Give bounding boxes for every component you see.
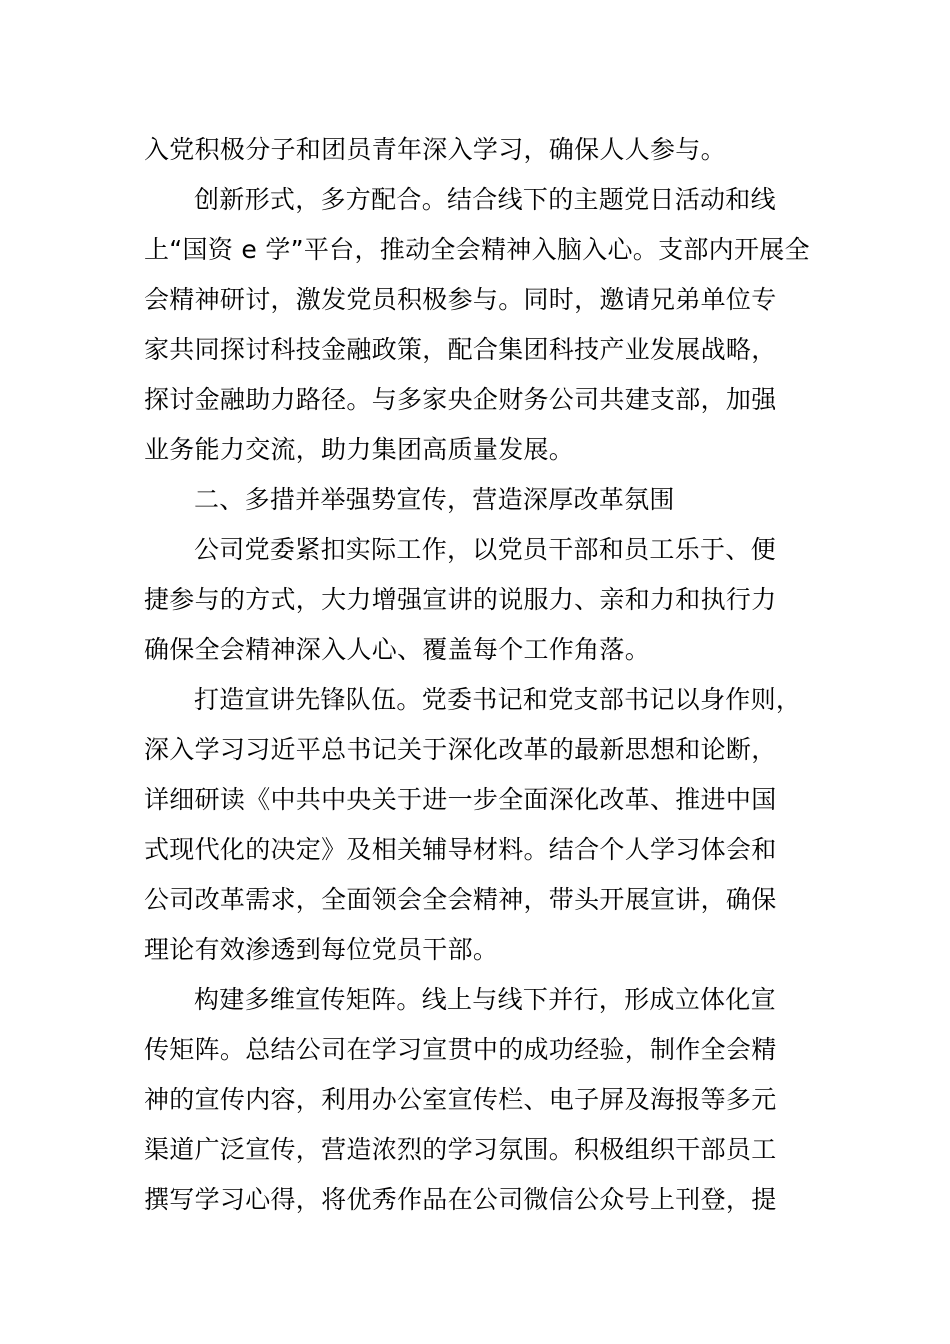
section-heading: 二、多措并举强势宣传，营造深厚改革氛围: [194, 485, 675, 514]
text-line: 会精神研讨，激发党员积极参与。同时，邀请兄弟单位专: [144, 285, 777, 314]
text-line: 渠道广泛宣传，营造浓烈的学习氛围。积极组织干部员工: [144, 1135, 777, 1164]
text-line: 入党积极分子和团员青年深入学习，确保人人参与。: [144, 135, 726, 164]
text-line: 深入学习习近平总书记关于深化改革的最新思想和论断，: [144, 735, 777, 764]
text-line: 家共同探讨科技金融政策，配合集团科技产业发展战略，: [144, 335, 777, 364]
text-line: 式现代化的决定》及相关辅导材料。结合个人学习体会和: [144, 835, 777, 864]
paragraph-start-line: 创新形式，多方配合。结合线下的主题党日活动和线: [194, 185, 776, 214]
text-line: 传矩阵。总结公司在学习宣贯中的成功经验，制作全会精: [144, 1035, 777, 1064]
text-line: 确保全会精神深入人心、覆盖每个工作角落。: [144, 635, 651, 664]
text-line: 捷参与的方式，大力增强宣讲的说服力、亲和力和执行力: [144, 585, 777, 614]
paragraph-start-line: 公司党委紧扣实际工作，以党员干部和员工乐于、便: [194, 535, 776, 564]
text-line: 公司改革需求，全面领会全会精神，带头开展宣讲，确保: [144, 885, 777, 914]
text-line: 上“国资 e 学”平台，推动全会精神入脑入心。支部内开展全: [144, 235, 810, 264]
text-line: 神的宣传内容，利用办公室宣传栏、电子屏及海报等多元: [144, 1085, 777, 1114]
text-line: 详细研读《中共中央关于进一步全面深化改革、推进中国: [144, 785, 777, 814]
text-line: 理论有效渗透到每位党员干部。: [144, 935, 499, 964]
paragraph-start-line: 构建多维宣传矩阵。线上与线下并行，形成立体化宣: [194, 985, 776, 1014]
text-line: 探讨金融助力路径。与多家央企财务公司共建支部，加强: [144, 385, 777, 414]
text-line: 撰写学习心得，将优秀作品在公司微信公众号上刊登，提: [144, 1185, 777, 1214]
text-line: 业务能力交流，助力集团高质量发展。: [144, 435, 575, 464]
paragraph-start-line: 打造宣讲先锋队伍。党委书记和党支部书记以身作则，: [194, 685, 802, 714]
